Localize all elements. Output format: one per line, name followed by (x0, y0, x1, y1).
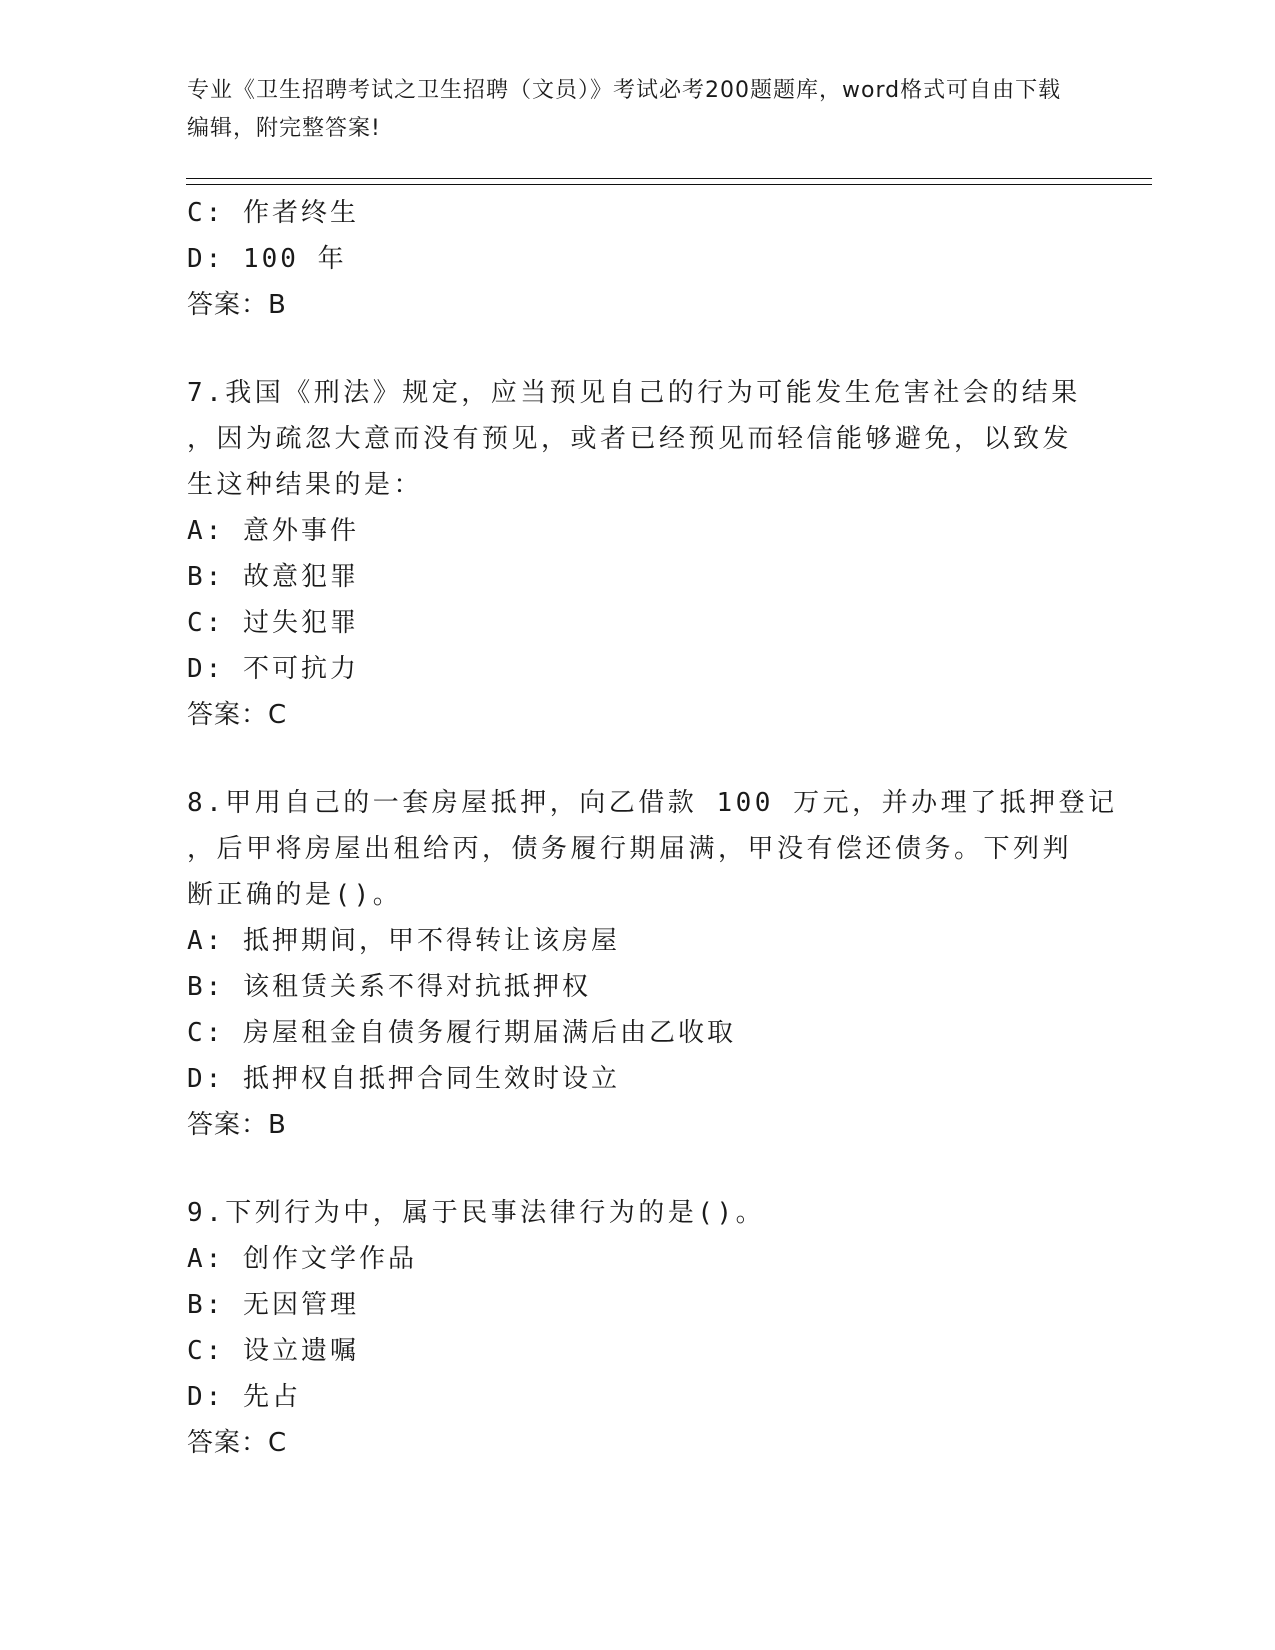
option-c: C: 作者终生 (187, 198, 359, 228)
question-text-line: 7.我国《刑法》规定，应当预见自己的行为可能发生危害社会的结果 (187, 378, 1081, 408)
question-list (187, 190, 1118, 1466)
option-c: C: 设立遗嘱 (187, 1336, 359, 1366)
question-text-line: 9.下列行为中，属于民事法律行为的是()。 (187, 1198, 766, 1228)
question-7 (187, 370, 1081, 738)
option-c: C: 房屋租金自债务履行期届满后由乙收取 (187, 1018, 736, 1048)
question-text-line: ，因为疏忽大意而没有预见，或者已经预见而轻信能够避免，以致发 (187, 424, 1073, 454)
option-b: B: 故意犯罪 (187, 562, 359, 592)
option-d: D: 抵押权自抵押合同生效时设立 (187, 1064, 620, 1094)
spacer (187, 738, 1067, 780)
question-text-line: 生这种结果的是： (187, 470, 424, 500)
header-rule-bottom (186, 184, 1152, 185)
spacer (187, 1148, 1067, 1190)
option-d: D: 先占 (187, 1382, 301, 1412)
spacer (187, 328, 1067, 370)
question-text-line: 断正确的是()。 (187, 880, 403, 910)
question-text-line: ，后甲将房屋出租给丙，债务履行期届满，甲没有偿还债务。下列判 (187, 834, 1073, 864)
option-d: D: 100 年 (187, 244, 347, 274)
question-text-line: 8.甲用自己的一套房屋抵押，向乙借款 100 万元，并办理了抵押登记 (187, 788, 1118, 818)
option-a: A: 意外事件 (187, 516, 359, 546)
option-a: A: 抵押期间，甲不得转让该房屋 (187, 926, 620, 956)
header-rule-top (186, 178, 1152, 179)
option-b: B: 无因管理 (187, 1290, 359, 1320)
option-c: C: 过失犯罪 (187, 608, 359, 638)
option-a: A: 创作文学作品 (187, 1244, 417, 1274)
answer-line: 答案：B (187, 290, 287, 320)
document-header: 专业《卫生招聘考试之卫生招聘（文员）》考试必考200题题库，word格式可自由下载编辑，附完整答案! (187, 78, 1062, 141)
question-8 (187, 780, 1118, 1148)
answer-line: 答案：C (187, 1428, 288, 1458)
question-9 (187, 1190, 1067, 1466)
answer-line: 答案：B (187, 1110, 287, 1140)
option-d: D: 不可抗力 (187, 654, 359, 684)
prev-question-block (187, 190, 1067, 328)
answer-line: 答案：C (187, 700, 288, 730)
option-b: B: 该租赁关系不得对抗抵押权 (187, 972, 591, 1002)
